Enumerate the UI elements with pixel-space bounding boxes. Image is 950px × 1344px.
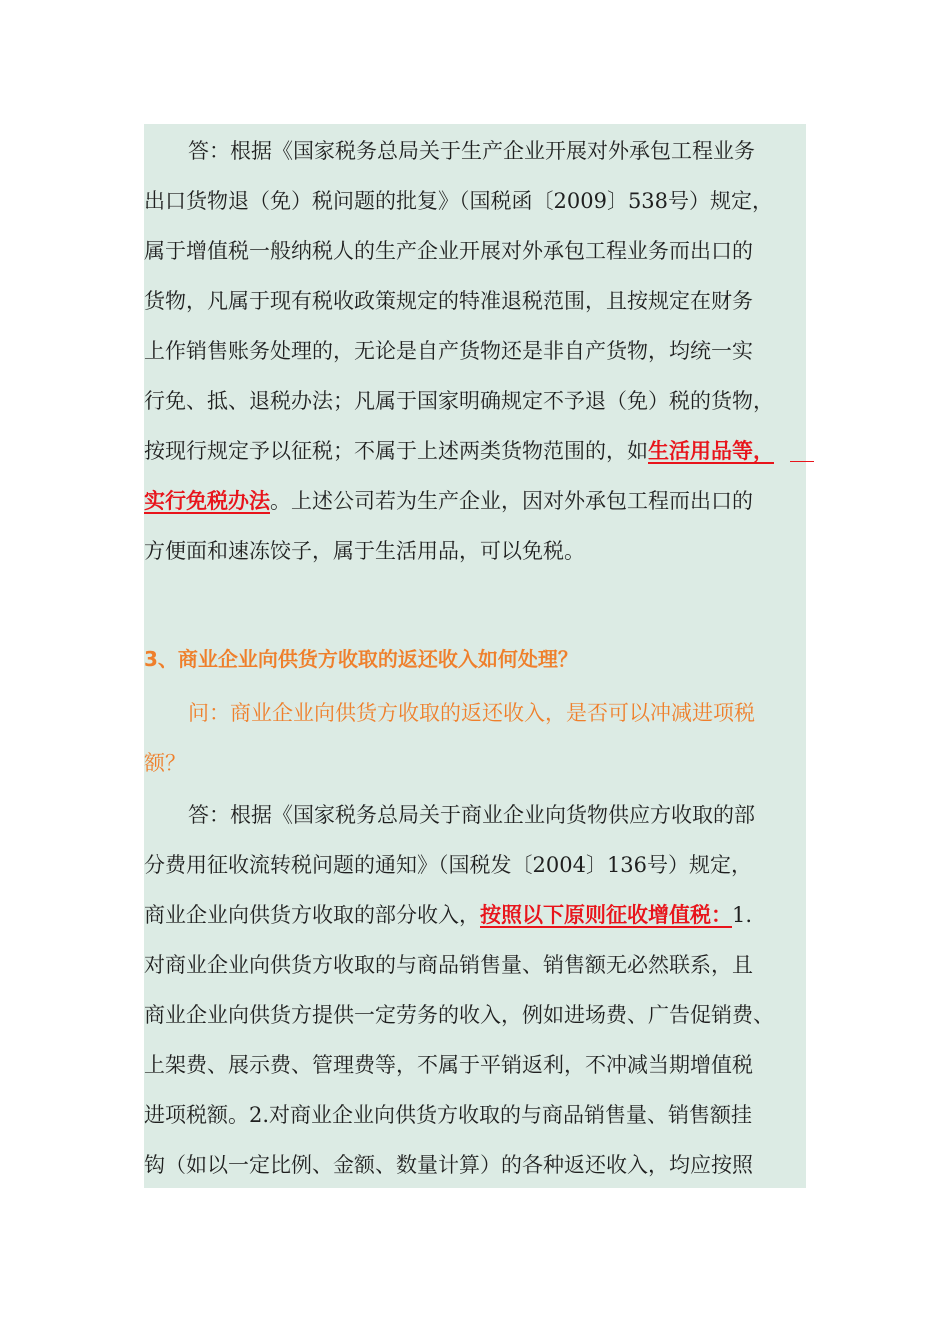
answer1-line-7-text: 按现行规定予以征税；不属于上述两类货物范围的，如 [144,439,648,463]
underline-extension [790,461,814,462]
answer1-line-4: 货物，凡属于现有税收政策规定的特准退税范围，且按规定在财务 [144,289,753,313]
answer2-line-7: 进项税额。2.对商业企业向供货方收取的与商品销售量、销售额挂 [144,1103,753,1127]
answer2-line-6: 上架费、展示费、管理费等，不属于平销返利，不冲减当期增值税 [144,1053,753,1077]
answer1-line-9: 方便面和速冻饺子，属于生活用品，可以免税。 [144,539,585,563]
answer1-line-5: 上作销售账务处理的，无论是自产货物还是非自产货物，均统一实 [144,339,753,363]
answer2-line-5: 商业企业向供货方提供一定劳务的收入，例如进场费、广告促销费、 [144,1003,774,1027]
answer1-line-7 [144,436,774,466]
highlight-vat-principles: 按照以下原则征收增值税： [480,902,732,927]
answer2-line-3-tail: 1. [732,903,753,927]
question-line-1: 问：商业企业向供货方收取的返还收入，是否可以冲减进项税 [188,701,755,725]
highlight-tax-exempt: 实行免税办法 [144,488,270,513]
answer1-line-1: 答：根据《国家税务总局关于生产企业开展对外承包工程业务 [188,139,755,163]
answer2-line-1: 答：根据《国家税务总局关于商业企业向货物供应方收取的部 [188,803,755,827]
section-3-heading: 3、商业企业向供货方收取的返还收入如何处理？ [144,647,578,671]
answer1-line-8 [144,486,753,516]
answer2-line-4: 对商业企业向供货方收取的与商品销售量、销售额无必然联系，且 [144,953,753,977]
answer2-line-8: 钩（如以一定比例、金额、数量计算）的各种返还收入，均应按照 [144,1153,753,1177]
answer1-line-6: 行免、抵、退税办法；凡属于国家明确规定不予退（免）税的货物， [144,389,774,413]
answer2-line-3-text: 商业企业向供货方收取的部分收入， [144,903,480,927]
highlight-daily-goods: 生活用品等， [648,438,774,463]
question-line-2: 额？ [144,751,186,775]
answer2-line-2: 分费用征收流转税问题的通知》（国税发〔2004〕136号）规定， [144,853,753,877]
answer2-line-3 [144,900,752,930]
answer1-line-2: 出口货物退（免）税问题的批复》（国税函〔2009〕538号）规定， [144,189,774,213]
answer1-line-8-text: 。上述公司若为生产企业，因对外承包工程而出口的 [270,489,753,513]
answer1-line-3: 属于增值税一般纳税人的生产企业开展对外承包工程业务而出口的 [144,239,753,263]
